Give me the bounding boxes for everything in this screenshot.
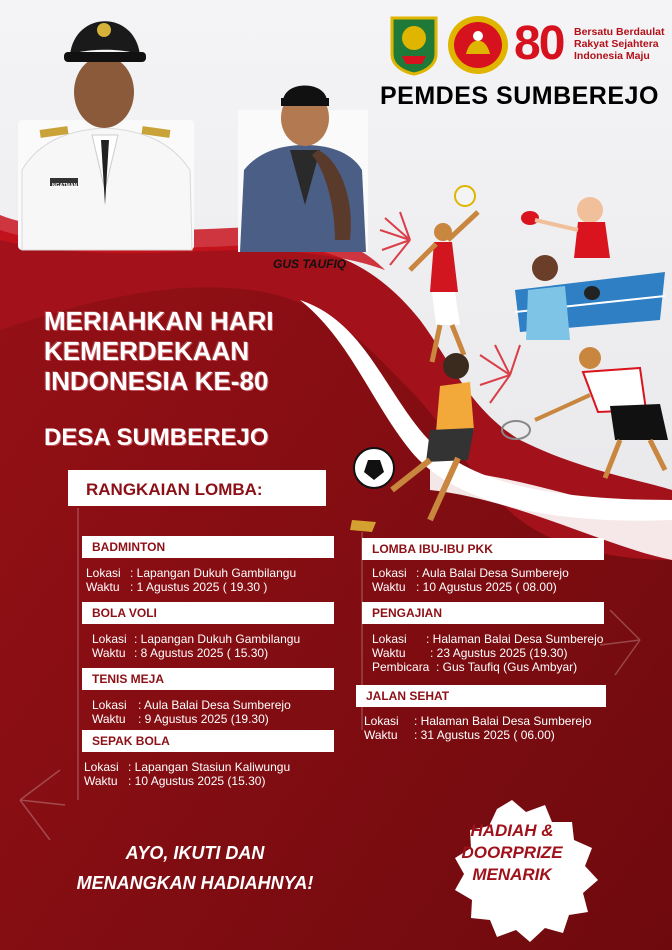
prize-text — [432, 820, 592, 886]
call-to-action — [60, 838, 330, 898]
event-header-badminton: BADMINTON — [82, 536, 334, 558]
headline-line: KEMERDEKAAN — [44, 336, 250, 366]
lokasi-label: Lokasi — [372, 632, 407, 646]
prize-line: HADIAH & — [470, 821, 554, 840]
event-header-bola-voli: BOLA VOLI — [82, 602, 334, 624]
lokasi-value: Lapangan Dukuh Gambilangu — [136, 566, 297, 580]
name-badge: NGATMAN — [52, 183, 78, 189]
lokasi-value: Lapangan Dukuh Gambilangu — [140, 632, 301, 646]
waktu-value: 10 Agustus 2025 (15.30) — [134, 774, 266, 788]
waktu-value: 23 Agustus 2025 (19.30) — [436, 646, 568, 660]
lokasi-value: Halaman Balai Desa Sumberejo — [432, 632, 604, 646]
prize-line: DOORPRIZE — [461, 843, 563, 862]
event-details-jalan-sehat: Lokasi : Halaman Balai Desa Sumberejo Waktu : 31 Agustus 2025 ( 06.00) — [364, 714, 592, 742]
headline-line: MERIAHKAN HARI — [44, 306, 274, 336]
event-header-pkk: LOMBA IBU-IBU PKK — [362, 538, 604, 560]
waktu-value: 1 Agustus 2025 ( 19.30 ) — [136, 580, 268, 594]
lokasi-value: Halaman Balai Desa Sumberejo — [420, 714, 592, 728]
waktu-label: Waktu — [86, 580, 120, 594]
desa-emblem-icon — [446, 14, 510, 76]
waktu-label: Waktu — [92, 712, 126, 726]
event-header-sepak-bola: SEPAK BOLA — [82, 730, 334, 752]
waktu-label: Waktu — [92, 646, 126, 660]
tagline — [574, 26, 664, 62]
waktu-label: Waktu — [364, 728, 398, 742]
event-details-tenis-meja: Lokasi : Aula Balai Desa Sumberejo Waktu : 9 Agustus 2025 (19.30) — [92, 698, 291, 726]
pembicara-value: Gus Taufiq (Gus Ambyar) — [442, 660, 578, 674]
waktu-value: 9 Agustus 2025 (19.30) — [144, 712, 269, 726]
event-header-tenis-meja: TENIS MEJA — [82, 668, 334, 690]
waktu-label: Waktu — [372, 580, 406, 594]
logos-group — [384, 12, 664, 84]
guest-name: GUS TAUFIQ — [273, 257, 347, 271]
event-details-bola-voli: Lokasi : Lapangan Dukuh Gambilangu Waktu : 8 Agustus 2025 ( 15.30) — [92, 632, 301, 660]
section-title: RANGKAIAN LOMBA: — [86, 480, 263, 499]
kabupaten-emblem-icon — [388, 14, 440, 76]
lokasi-label: Lokasi — [86, 566, 121, 580]
lokasi-label: Lokasi — [364, 714, 399, 728]
lokasi-value: Lapangan Stasiun Kaliwungu — [134, 760, 291, 774]
page-title: PEMDES SUMBEREJO — [380, 82, 659, 110]
waktu-value: 8 Agustus 2025 ( 15.30) — [140, 646, 269, 660]
prize-line: MENARIK — [472, 865, 552, 884]
event-header-pengajian: PENGAJIAN — [362, 602, 604, 624]
waktu-value: 31 Agustus 2025 ( 06.00) — [420, 728, 555, 742]
lokasi-label: Lokasi — [84, 760, 119, 774]
lokasi-value: Aula Balai Desa Sumberejo — [422, 566, 569, 580]
headline — [44, 306, 344, 396]
cta-line: AYO, IKUTI DAN — [125, 843, 265, 863]
pembicara-label: Pembicara — [372, 660, 430, 674]
waktu-label: Waktu — [84, 774, 118, 788]
lokasi-value: Aula Balai Desa Sumberejo — [144, 698, 291, 712]
gus-taufiq-portrait — [238, 86, 368, 253]
tagline-line: Rakyat Sejahtera — [574, 38, 659, 50]
desa-name: DESA SUMBEREJO — [44, 424, 269, 451]
lokasi-label: Lokasi — [372, 566, 407, 580]
waktu-label: Waktu — [372, 646, 406, 660]
headline-line: INDONESIA KE-80 — [44, 366, 269, 396]
lokasi-label: Lokasi — [92, 698, 127, 712]
event-header-jalan-sehat: JALAN SEHAT — [356, 685, 606, 707]
hut-80-logo: 80 — [514, 17, 564, 70]
tagline-line: Indonesia Maju — [574, 50, 650, 62]
lokasi-label: Lokasi — [92, 632, 127, 646]
event-details-pengajian: Lokasi : Halaman Balai Desa Sumberejo Waktu : 23 Agustus 2025 (19.30) Pembicara : Gus Taufiq (Gus Ambyar) — [372, 632, 604, 674]
event-details-sepak-bola: Lokasi : Lapangan Stasiun Kaliwungu Waktu : 10 Agustus 2025 (15.30) — [84, 760, 291, 788]
cta-line: MENANGKAN HADIAHNYA! — [76, 873, 314, 893]
event-details-pkk: Lokasi : Aula Balai Desa Sumberejo Waktu : 10 Agustus 2025 ( 08.00) — [372, 566, 569, 594]
tagline-line: Bersatu Berdaulat — [574, 26, 665, 38]
event-details-badminton: Lokasi : Lapangan Dukuh Gambilangu Waktu : 1 Agustus 2025 ( 19.30 ) — [86, 566, 297, 594]
waktu-value: 10 Agustus 2025 ( 08.00) — [422, 580, 557, 594]
